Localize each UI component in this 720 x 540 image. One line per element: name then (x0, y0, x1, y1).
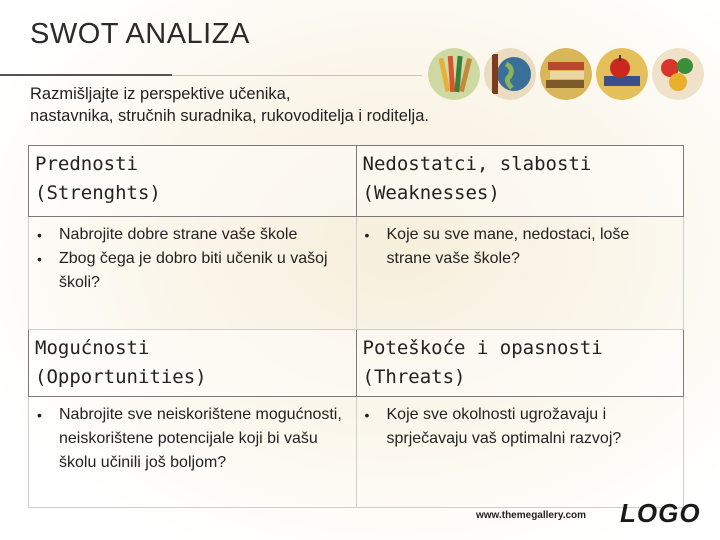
weaknesses-heading-line1: Nedostatci, slabosti (362, 153, 592, 175)
opportunities-list (35, 403, 350, 475)
header-images (428, 48, 718, 106)
strengths-heading-line1: Prednosti (35, 153, 138, 175)
strengths-heading (29, 146, 357, 217)
apple-books-image-icon (596, 48, 648, 100)
swot-body-row (29, 217, 684, 330)
title-underline-light (172, 75, 422, 76)
weaknesses-heading-line2: (Weaknesses) (362, 182, 500, 204)
weaknesses-list (363, 223, 678, 271)
swot-header-row (29, 330, 684, 397)
threats-heading-line1: Poteškoće i opasnosti (362, 337, 603, 359)
opportunities-heading-line1: Mogućnosti (35, 337, 150, 359)
list-item: • Nabrojite sve neiskorištene mogućnosti, neiskorištene potencijale koji bi vašu školu učinili još boljom? (59, 403, 350, 475)
threats-heading (356, 330, 684, 397)
strengths-heading-line2: (Strenghts) (35, 182, 161, 204)
subtitle-line: Razmišljajte iz perspektive učenika, (30, 85, 291, 103)
globe-image-icon (484, 48, 536, 100)
weaknesses-heading (356, 146, 684, 217)
threats-list (363, 403, 678, 451)
list-item: • Nabrojite dobre strane vaše škole (59, 223, 350, 247)
opportunities-heading (29, 330, 357, 397)
list-item: • Koje sve okolnosti ugrožavaju i sprječavaju vaš optimalni razvoj? (387, 403, 678, 451)
swot-body-row (29, 397, 684, 508)
opportunities-content (29, 397, 357, 508)
threats-heading-line2: (Threats) (362, 366, 466, 388)
pencils-image-icon (428, 48, 480, 100)
swot-header-row (29, 146, 684, 217)
page-title: SWOT ANALIZA (30, 18, 250, 50)
threats-content (356, 397, 684, 508)
footer-url[interactable]: www.themegallery.com (476, 510, 587, 521)
list-item: • Koje su sve mane, nedostaci, loše strane vaše škole? (387, 223, 678, 271)
books-image-icon (540, 48, 592, 100)
opportunities-heading-line2: (Opportunities) (35, 366, 207, 388)
swot-table (28, 145, 684, 508)
strengths-content (29, 217, 357, 330)
colorful-objects-image-icon (652, 48, 704, 100)
subtitle-line: nastavnika, stručnih suradnika, rukovoditelja i roditelja. (30, 107, 429, 125)
weaknesses-content (356, 217, 684, 330)
logo: LOGO (620, 498, 701, 528)
title-underline (0, 74, 172, 76)
list-item: • Zbog čega je dobro biti učenik u vašoj školi? (59, 247, 350, 295)
strengths-list (35, 223, 350, 295)
